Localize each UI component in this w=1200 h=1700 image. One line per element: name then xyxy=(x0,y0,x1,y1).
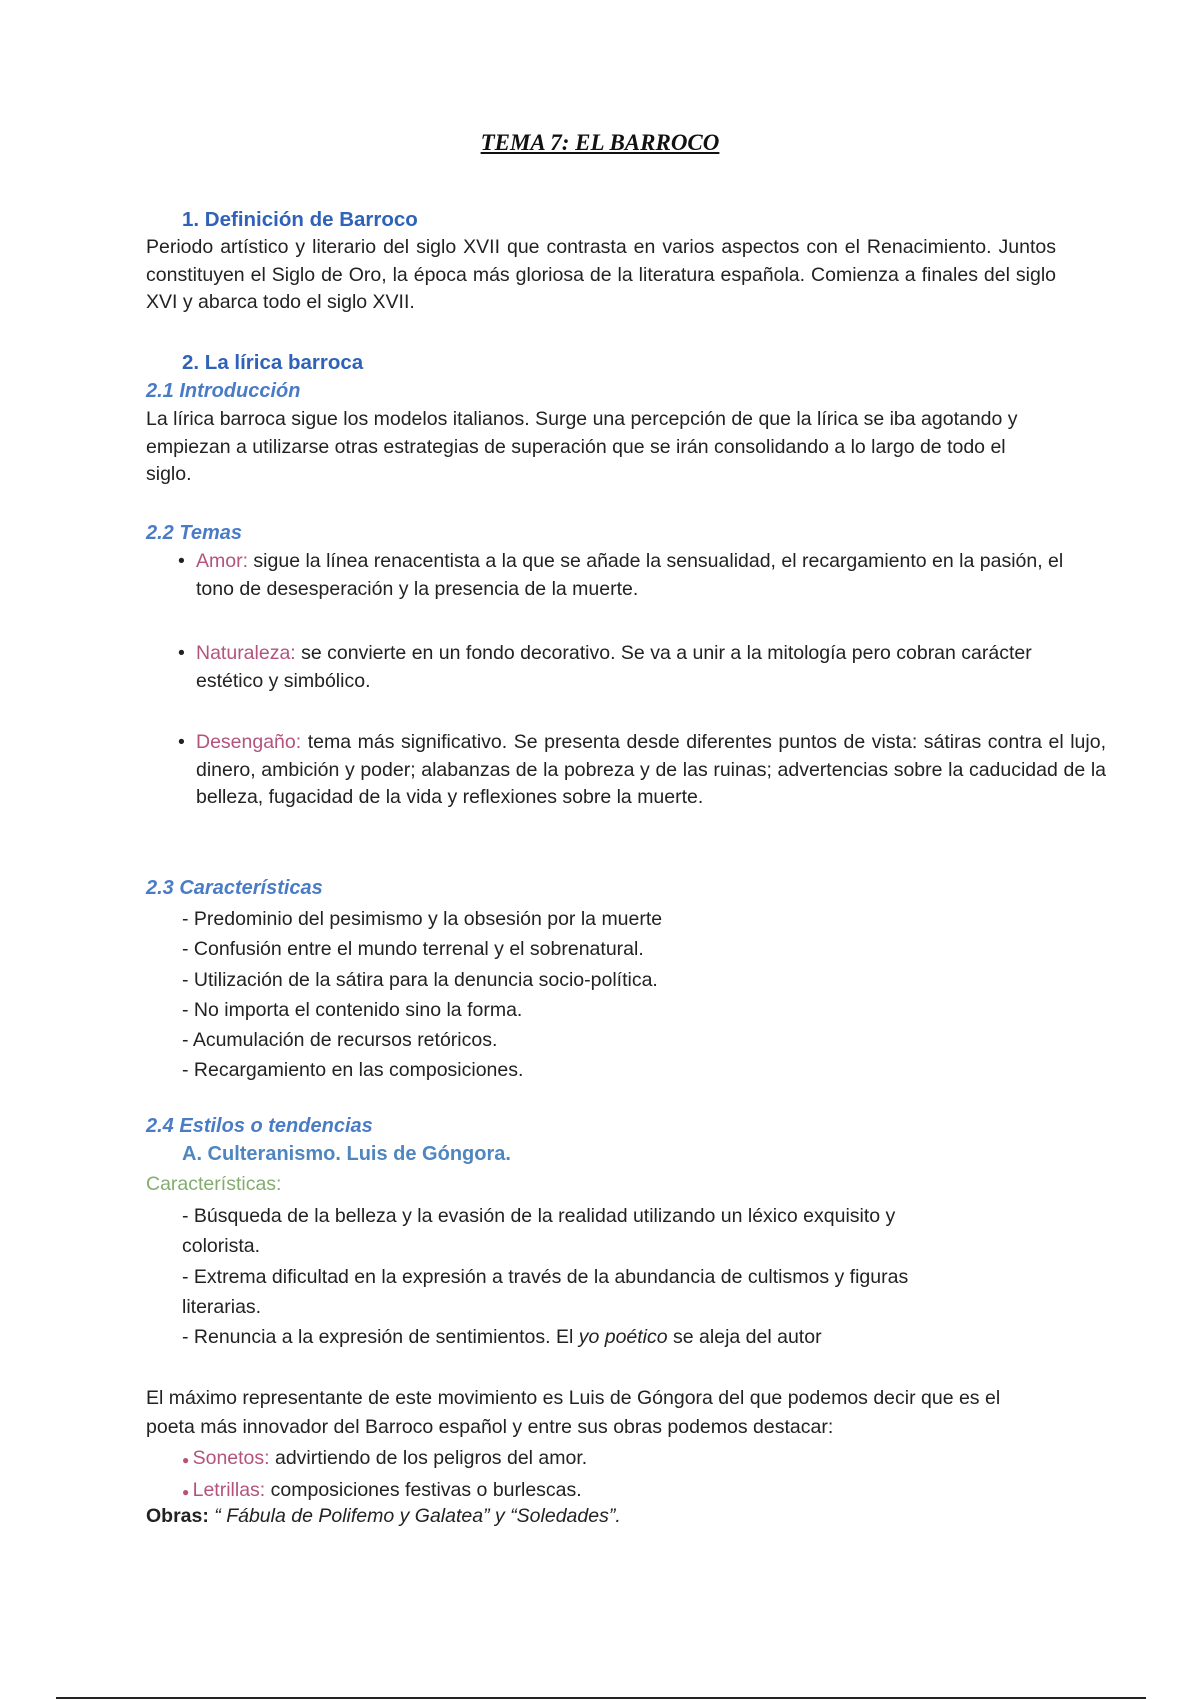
work-term: Sonetos: xyxy=(192,1447,270,1469)
section-2-4-heading: 2.4 Estilos o tendencias xyxy=(146,1115,373,1137)
section-1-text: Periodo artístico y literario del siglo XVII que contrasta en varios aspectos con el Renacimiento. Juntos constituyen el Siglo de Oro, la época más gloriosa de la literatura española. Comienza a finales del siglo XVI y abarca todo el siglo XVII. xyxy=(146,236,1056,313)
section-2-1-text: La lírica barroca sigue los modelos italianos. Surge una percepción de que la lírica se iba agotando y empiezan a utilizarse otras estrategias de superación que se irán consolidando a lo largo de todo el siglo. xyxy=(146,408,1018,485)
tema-term: Amor: xyxy=(196,550,249,572)
list-item: - Recargamiento en las composiciones. xyxy=(182,1059,524,1082)
list-item: - Extrema dificultad en la expresión a través de la abundancia de cultismos y figuras literarias. xyxy=(182,1265,909,1318)
emphasis: yo poético xyxy=(578,1326,668,1349)
text: - Renuncia a la expresión de sentimientos. El xyxy=(182,1326,579,1349)
section-2-2-heading: 2.2 Temas xyxy=(146,522,242,544)
culteranismo-car-label: Características: xyxy=(146,1173,282,1195)
list-item: - Confusión entre el mundo terrenal y el sobrenatural. xyxy=(182,938,644,961)
tema-term: Naturaleza: xyxy=(196,642,296,664)
tema-text: sigue la línea renacentista a la que se añade la sensualidad, el recargamiento en la pasión, el tono de desesperación y la presencia de la muerte. xyxy=(196,550,1064,600)
work-text: advirtiendo de los peligros del amor. xyxy=(269,1447,588,1469)
list-item: ● Sonetos: advirtiendo de los peligros del amor. xyxy=(182,1447,588,1469)
tema-desengano: • Desengaño: tema más significativo. Se presenta desde diferentes puntos de vista: sátiras contra el lujo, dinero, ambición y poder; alabanzas de la pobreza y de las ruinas; advertencias sobre la caducidad de la belleza, fugacidad de la vida y reflexiones sobre la muerte. xyxy=(178,731,1106,808)
obras-line xyxy=(146,1503,1056,1531)
list-item: - Acumulación de recursos retóricos. xyxy=(182,1029,498,1052)
obras-label: Obras: xyxy=(146,1505,209,1527)
page-title: TEMA 7: EL BARROCO xyxy=(480,130,720,155)
list-item: - No importa el contenido sino la forma. xyxy=(182,998,523,1021)
gongora-works xyxy=(146,1443,1092,1507)
caracteristicas-list xyxy=(146,904,1092,1086)
page-bottom-rule xyxy=(56,1697,1146,1699)
work-term: Letrillas: xyxy=(192,1479,266,1501)
obras-text: “ Fábula de Polifemo y Galatea” y “Soledades”. xyxy=(208,1505,621,1527)
culteranismo-car-list xyxy=(146,1201,912,1352)
culteranismo-heading: A. Culteranismo. Luis de Góngora. xyxy=(182,1143,511,1165)
list-item: - Predominio del pesimismo y la obsesión por la muerte xyxy=(182,908,663,930)
list-item: ● Letrillas: composiciones festivas o burlescas. xyxy=(182,1479,582,1501)
section-2-3-heading: 2.3 Características xyxy=(146,877,323,899)
gongora-text: El máximo representante de este movimiento es Luis de Góngora del que podemos decir que es el poeta más innovador del Barroco español y entre sus obras podemos destacar: xyxy=(146,1387,1001,1438)
list-item: - Utilización de la sátira para la denuncia socio-política. xyxy=(182,968,658,991)
list-item: - Búsqueda de la belleza y la evasión de la realidad utilizando un léxico exquisito y colorista. xyxy=(182,1205,896,1258)
text: se aleja del autor xyxy=(667,1326,822,1349)
list-item xyxy=(182,1322,912,1352)
work-text: composiciones festivas o burlescas. xyxy=(265,1479,582,1501)
section-2-heading: 2. La lírica barroca xyxy=(182,351,364,374)
tema-naturaleza: • Naturaleza: se convierte en un fondo decorativo. Se va a unir a la mitología pero cobran carácter estético y simbólico. xyxy=(178,642,1032,692)
tema-text: tema más significativo. Se presenta desde diferentes puntos de vista: sátiras contra el lujo, dinero, ambición y poder; alabanzas de la pobreza y de las ruinas; advertencias sobre la caducidad de la belleza, fugacidad de la vida y reflexiones sobre la muerte. xyxy=(196,731,1106,808)
tema-text: se convierte en un fondo decorativo. Se va a unir a la mitología pero cobran carácter estético y simbólico. xyxy=(196,642,1032,692)
section-1-heading: 1. Definición de Barroco xyxy=(182,208,418,231)
section-2-1-heading: 2.1 Introducción xyxy=(146,380,301,402)
tema-term: Desengaño: xyxy=(196,731,302,753)
tema-amor: • Amor: sigue la línea renacentista a la que se añade la sensualidad, el recargamiento en la pasión, el tono de desesperación y la presencia de la muerte. xyxy=(178,550,1064,600)
